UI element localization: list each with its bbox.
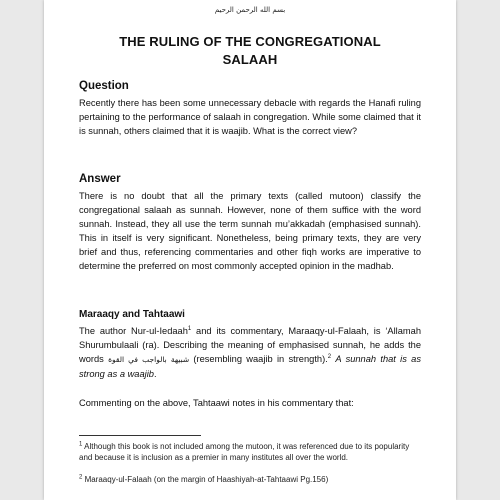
- title-line-2: SALAAH: [222, 52, 278, 67]
- question-text: Recently there has been some unnecessary debacle with regards the Hanafi ruling pertaining to the performance of salaah in congregation. While some claimed that it is sunnah, others claimed that it is waajib. What is the correct view?: [79, 98, 421, 136]
- footnote-ref-2[interactable]: 2: [327, 353, 332, 360]
- footnote-2: [79, 474, 421, 485]
- section-p1-part-a: The author Nur-ul-Iedaah: [79, 326, 188, 336]
- section-heading: Maraaqy and Tahtaawi: [79, 309, 185, 320]
- arabic-phrase: شبيهة بالواجب في القوة: [108, 355, 190, 364]
- document-title: [79, 33, 421, 69]
- question-heading: Question: [79, 80, 129, 92]
- section-paragraph-2: Commenting on the above, Tahtaawi notes in his commentary that:: [79, 398, 354, 408]
- section-paragraph-1: [79, 324, 421, 381]
- footnote-1-number: 1: [79, 441, 83, 448]
- footnote-divider: [79, 435, 201, 436]
- title-line-1: THE RULING OF THE CONGREGATIONAL: [119, 34, 381, 49]
- footnote-2-number: 2: [79, 474, 83, 481]
- footnote-1-text: Although this book is not included among the mutoon, it was referenced due to its popularity and because it is inclusion as a premier in many institutes all over the world.: [79, 442, 410, 462]
- document-page: [44, 0, 456, 500]
- answer-text: There is no doubt that all the primary texts (called mutoon) classify the congregational salaah as sunnah. However, none of them suffice with the word sunnah. Instead, they all use the term sunnah mu’akkadah (emphasised sunnah). This in itself is very significant. Nonetheless, being primary texts, they are very brief and thus, referencing commentaries and other fiqh works are imperative to determine the preferred on most commonly accepted opinion in the madhab.: [79, 191, 421, 271]
- section-p1-part-b: and its commentary, Maraaqy-ul-Falaah, is ‘Allamah Shurumbulaali (ra). Describing the meaning of emphasised sunnah, he adds the words: [79, 326, 421, 364]
- section-p1-part-c: (resembling waajib in strength).: [189, 354, 328, 364]
- section-p1-italic: A sunnah that is as strong as a waajib: [79, 354, 422, 379]
- footnote-1: [79, 441, 421, 463]
- section-p1-end: .: [153, 369, 157, 379]
- answer-heading: Answer: [79, 173, 121, 185]
- footnote-2-text: Maraaqy-ul-Falaah (on the margin of Haashiyah-at-Tahtaawi Pg.156): [82, 475, 329, 484]
- bismillah-header: بسم الله الرحمن الرحيم: [214, 6, 286, 14]
- footnote-ref-1[interactable]: 1: [187, 325, 192, 332]
